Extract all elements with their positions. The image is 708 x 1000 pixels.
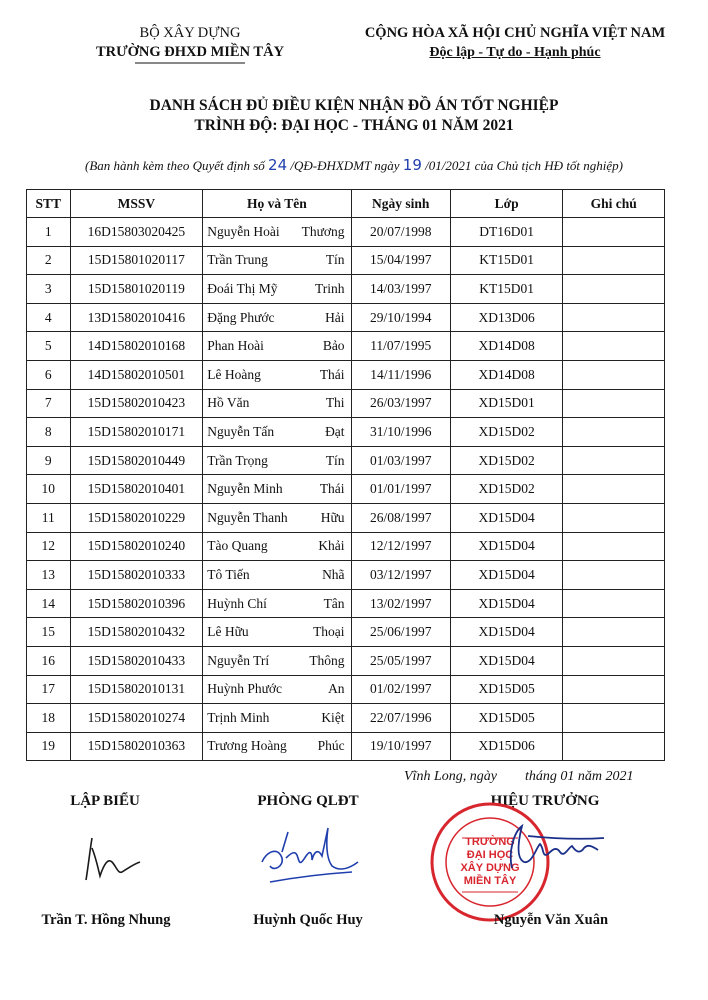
cell-stt: 6: [27, 360, 71, 389]
ref-part2: /QĐ-ĐHXDMT ngày: [287, 158, 403, 173]
cell-mssv: 15D15802010274: [70, 704, 203, 733]
cell-class: XD15D05: [450, 704, 563, 733]
cell-given-name: Tân: [323, 595, 345, 611]
table-row: [27, 475, 665, 504]
cell-given-name: Đạt: [325, 423, 345, 439]
table-row: [27, 246, 665, 275]
handwritten-decision-number: 24: [268, 156, 288, 174]
cell-fullname: [203, 360, 351, 389]
cell-fullname: [203, 303, 351, 332]
cell-class: XD15D04: [450, 589, 563, 618]
cell-family-name: Nguyễn Trí: [207, 652, 270, 668]
cell-fullname: [203, 532, 351, 561]
cell-class: XD15D06: [450, 732, 563, 761]
cell-stt: 5: [27, 332, 71, 361]
table-row: [27, 503, 665, 532]
cell-mssv: 15D15802010131: [70, 675, 203, 704]
table-row: [27, 389, 665, 418]
cell-class: XD15D04: [450, 646, 563, 675]
cell-note: [563, 418, 665, 447]
cell-given-name: Thoại: [313, 624, 345, 640]
issuer-block: [60, 24, 320, 66]
cell-class: XD14D08: [450, 332, 563, 361]
cell-note: [563, 561, 665, 590]
cell-given-name: Phúc: [317, 738, 345, 754]
cell-stt: 9: [27, 446, 71, 475]
school-name: TRƯỜNG ĐHXD MIỀN TÂY: [95, 44, 285, 60]
cell-fullname: [203, 246, 351, 275]
cell-dob: 22/07/1996: [351, 704, 450, 733]
table-row: [27, 446, 665, 475]
cell-family-name: Tô Tiến: [207, 566, 250, 582]
cell-note: [563, 532, 665, 561]
cell-given-name: Khải: [318, 538, 345, 554]
document-title: DANH SÁCH ĐỦ ĐIỀU KIỆN NHẬN ĐỒ ÁN TỐT NGHIỆP: [149, 97, 559, 114]
table-row: [27, 418, 665, 447]
cell-fullname: [203, 475, 351, 504]
signature-1: [78, 828, 148, 888]
cell-family-name: Hồ Văn: [207, 395, 250, 411]
cell-family-name: Phan Hoài: [207, 338, 264, 354]
cell-given-name: Trinh: [315, 280, 345, 296]
cell-fullname: [203, 446, 351, 475]
cell-given-name: Hải: [325, 309, 345, 325]
seal-line-3: XÂY DỰNG: [460, 862, 520, 874]
cell-given-name: Thông: [309, 652, 345, 668]
cell-note: [563, 618, 665, 647]
cell-fullname: [203, 675, 351, 704]
cell-given-name: Kiệt: [321, 709, 345, 725]
cell-note: [563, 246, 665, 275]
cell-mssv: 15D15802010401: [70, 475, 203, 504]
cell-dob: 26/08/1997: [351, 503, 450, 532]
cell-given-name: Thái: [319, 481, 345, 497]
cell-fullname: [203, 275, 351, 304]
cell-given-name: Nhã: [322, 566, 345, 582]
cell-note: [563, 332, 665, 361]
cell-note: [563, 389, 665, 418]
cell-mssv: 15D15802010423: [70, 389, 203, 418]
cell-stt: 17: [27, 675, 71, 704]
cell-given-name: Bảo: [322, 338, 345, 354]
cell-mssv: 15D15801020119: [70, 275, 203, 304]
cell-stt: 7: [27, 389, 71, 418]
cell-family-name: Huỳnh Phước: [207, 681, 283, 697]
cell-family-name: Huỳnh Chí: [207, 595, 267, 611]
signer-2-title: PHÒNG QLĐT: [257, 793, 359, 809]
cell-family-name: Nguyễn Hoài: [207, 223, 280, 239]
cell-fullname: [203, 589, 351, 618]
cell-dob: 15/04/1997: [351, 246, 450, 275]
table-row: [27, 589, 665, 618]
cell-dob: 01/02/1997: [351, 675, 450, 704]
cell-fullname: [203, 218, 351, 247]
cell-stt: 1: [27, 218, 71, 247]
cell-dob: 14/03/1997: [351, 275, 450, 304]
cell-note: [563, 646, 665, 675]
col-header-note: Ghi chú: [563, 190, 665, 218]
cell-family-name: Trần Trọng: [207, 452, 268, 468]
ministry-name: BỘ XÂY DỰNG: [139, 25, 241, 41]
cell-dob: 25/05/1997: [351, 646, 450, 675]
cell-mssv: 15D15802010396: [70, 589, 203, 618]
handwritten-day: 19: [402, 156, 422, 174]
cell-given-name: Thi: [325, 395, 345, 411]
cell-dob: 25/06/1997: [351, 618, 450, 647]
cell-stt: 11: [27, 503, 71, 532]
cell-note: [563, 446, 665, 475]
cell-fullname: [203, 618, 351, 647]
cell-stt: 3: [27, 275, 71, 304]
cell-stt: 10: [27, 475, 71, 504]
cell-class: DT16D01: [450, 218, 563, 247]
cell-class: XD15D04: [450, 503, 563, 532]
signer-3-name: Nguyễn Văn Xuân: [493, 912, 609, 928]
cell-dob: 13/02/1997: [351, 589, 450, 618]
signer-2-name: Huỳnh Quốc Huy: [253, 912, 363, 928]
cell-family-name: Trần Trung: [207, 252, 268, 268]
cell-stt: 18: [27, 704, 71, 733]
cell-fullname: [203, 646, 351, 675]
cell-fullname: [203, 732, 351, 761]
table-row: [27, 561, 665, 590]
cell-dob: 19/10/1997: [351, 732, 450, 761]
cell-mssv: 15D15802010171: [70, 418, 203, 447]
col-header-name: Họ và Tên: [203, 190, 351, 218]
cell-given-name: Tín: [325, 452, 345, 468]
cell-note: [563, 675, 665, 704]
cell-dob: 29/10/1994: [351, 303, 450, 332]
cell-class: XD15D02: [450, 475, 563, 504]
table-header-row: [27, 190, 665, 218]
cell-note: [563, 475, 665, 504]
cell-fullname: [203, 503, 351, 532]
cell-fullname: [203, 561, 351, 590]
cell-fullname: [203, 704, 351, 733]
cell-given-name: An: [328, 681, 345, 697]
ref-part1: (Ban hành kèm theo Quyết định số: [84, 158, 269, 173]
cell-class: KT15D01: [450, 246, 563, 275]
signature-2: [252, 822, 362, 892]
document-subtitle: TRÌNH ĐỘ: ĐẠI HỌC - THÁNG 01 NĂM 2021: [194, 117, 514, 134]
decision-reference: [0, 156, 708, 174]
table-row: [27, 675, 665, 704]
cell-mssv: 15D15802010449: [70, 446, 203, 475]
cell-dob: 20/07/1998: [351, 218, 450, 247]
cell-family-name: Tào Quang: [207, 538, 268, 554]
cell-note: [563, 360, 665, 389]
cell-class: XD15D04: [450, 618, 563, 647]
table-row: [27, 332, 665, 361]
cell-stt: 2: [27, 246, 71, 275]
cell-family-name: Nguyễn Thanh: [207, 509, 288, 525]
signer-3-title: HIỆU TRƯỞNG: [490, 793, 600, 809]
seal-line-1: TRƯỜNG: [465, 836, 515, 848]
cell-class: XD15D04: [450, 561, 563, 590]
cell-given-name: Tín: [325, 252, 345, 268]
table-row: [27, 275, 665, 304]
cell-note: [563, 704, 665, 733]
cell-stt: 13: [27, 561, 71, 590]
cell-note: [563, 732, 665, 761]
cell-stt: 8: [27, 418, 71, 447]
cell-note: [563, 218, 665, 247]
table-row: [27, 532, 665, 561]
cell-fullname: [203, 332, 351, 361]
cell-mssv: 15D15802010432: [70, 618, 203, 647]
cell-dob: 03/12/1997: [351, 561, 450, 590]
cell-dob: 26/03/1997: [351, 389, 450, 418]
student-list-table: [26, 189, 665, 761]
cell-mssv: 15D15802010229: [70, 503, 203, 532]
school-underline: [135, 62, 245, 66]
cell-mssv: 14D15802010501: [70, 360, 203, 389]
cell-note: [563, 275, 665, 304]
cell-mssv: 16D15803020425: [70, 218, 203, 247]
cell-class: XD15D04: [450, 532, 563, 561]
cell-given-name: Thương: [301, 223, 345, 239]
seal-line-2: ĐẠI HỌC: [466, 849, 514, 861]
table-row: [27, 646, 665, 675]
table-row: [27, 704, 665, 733]
col-header-class: Lớp: [450, 190, 563, 218]
cell-class: XD15D01: [450, 389, 563, 418]
cell-family-name: Đặng Phước: [207, 309, 275, 325]
cell-family-name: Trịnh Minh: [207, 709, 270, 725]
table-row: [27, 618, 665, 647]
table-row: [27, 218, 665, 247]
cell-mssv: 15D15802010333: [70, 561, 203, 590]
cell-stt: 14: [27, 589, 71, 618]
cell-dob: 01/01/1997: [351, 475, 450, 504]
seal-line-4: MIỀN TÂY: [463, 875, 517, 887]
cell-fullname: [203, 389, 351, 418]
cell-note: [563, 303, 665, 332]
cell-dob: 01/03/1997: [351, 446, 450, 475]
cell-dob: 31/10/1996: [351, 418, 450, 447]
cell-dob: 12/12/1997: [351, 532, 450, 561]
cell-stt: 15: [27, 618, 71, 647]
cell-family-name: Đoái Thị Mỹ: [207, 280, 278, 296]
nation-name: CỘNG HÒA XÃ HỘI CHỦ NGHĨA VIỆT NAM: [364, 25, 666, 41]
signer-1-title: LẬP BIỂU: [70, 793, 140, 809]
signer-1-name: Trần T. Hồng Nhung: [41, 912, 171, 928]
cell-note: [563, 589, 665, 618]
cell-stt: 16: [27, 646, 71, 675]
cell-dob: 14/11/1996: [351, 360, 450, 389]
cell-class: XD14D08: [450, 360, 563, 389]
cell-given-name: Thái: [319, 366, 345, 382]
cell-class: KT15D01: [450, 275, 563, 304]
cell-class: XD15D05: [450, 675, 563, 704]
signature-3: [488, 818, 608, 878]
cell-fullname: [203, 418, 351, 447]
cell-mssv: 15D15802010433: [70, 646, 203, 675]
cell-note: [563, 503, 665, 532]
cell-class: XD15D02: [450, 446, 563, 475]
cell-stt: 12: [27, 532, 71, 561]
cell-family-name: Trương Hoàng: [207, 738, 287, 754]
cell-mssv: 15D15801020117: [70, 246, 203, 275]
cell-given-name: Hữu: [320, 509, 345, 525]
cell-class: XD15D02: [450, 418, 563, 447]
table-row: [27, 303, 665, 332]
cell-stt: 19: [27, 732, 71, 761]
cell-mssv: 14D15802010168: [70, 332, 203, 361]
table-row: [27, 360, 665, 389]
col-header-dob: Ngày sinh: [351, 190, 450, 218]
col-header-mssv: MSSV: [70, 190, 203, 218]
cell-dob: 11/07/1995: [351, 332, 450, 361]
national-header: [330, 24, 700, 62]
cell-mssv: 13D15802010416: [70, 303, 203, 332]
place-and-date: Vĩnh Long, ngày tháng 01 năm 2021: [404, 769, 634, 784]
motto: Độc lập - Tự do - Hạnh phúc: [429, 45, 601, 60]
cell-stt: 4: [27, 303, 71, 332]
cell-mssv: 15D15802010240: [70, 532, 203, 561]
cell-family-name: Nguyễn Tấn: [207, 423, 275, 439]
cell-family-name: Nguyễn Minh: [207, 481, 283, 497]
cell-family-name: Lê Hữu: [207, 624, 249, 640]
cell-family-name: Lê Hoàng: [207, 366, 261, 382]
cell-mssv: 15D15802010363: [70, 732, 203, 761]
table-row: [27, 732, 665, 761]
ref-part3: /01/2021 của Chủ tịch HĐ tốt nghiệp): [421, 158, 624, 173]
col-header-stt: STT: [27, 190, 71, 218]
cell-class: XD13D06: [450, 303, 563, 332]
